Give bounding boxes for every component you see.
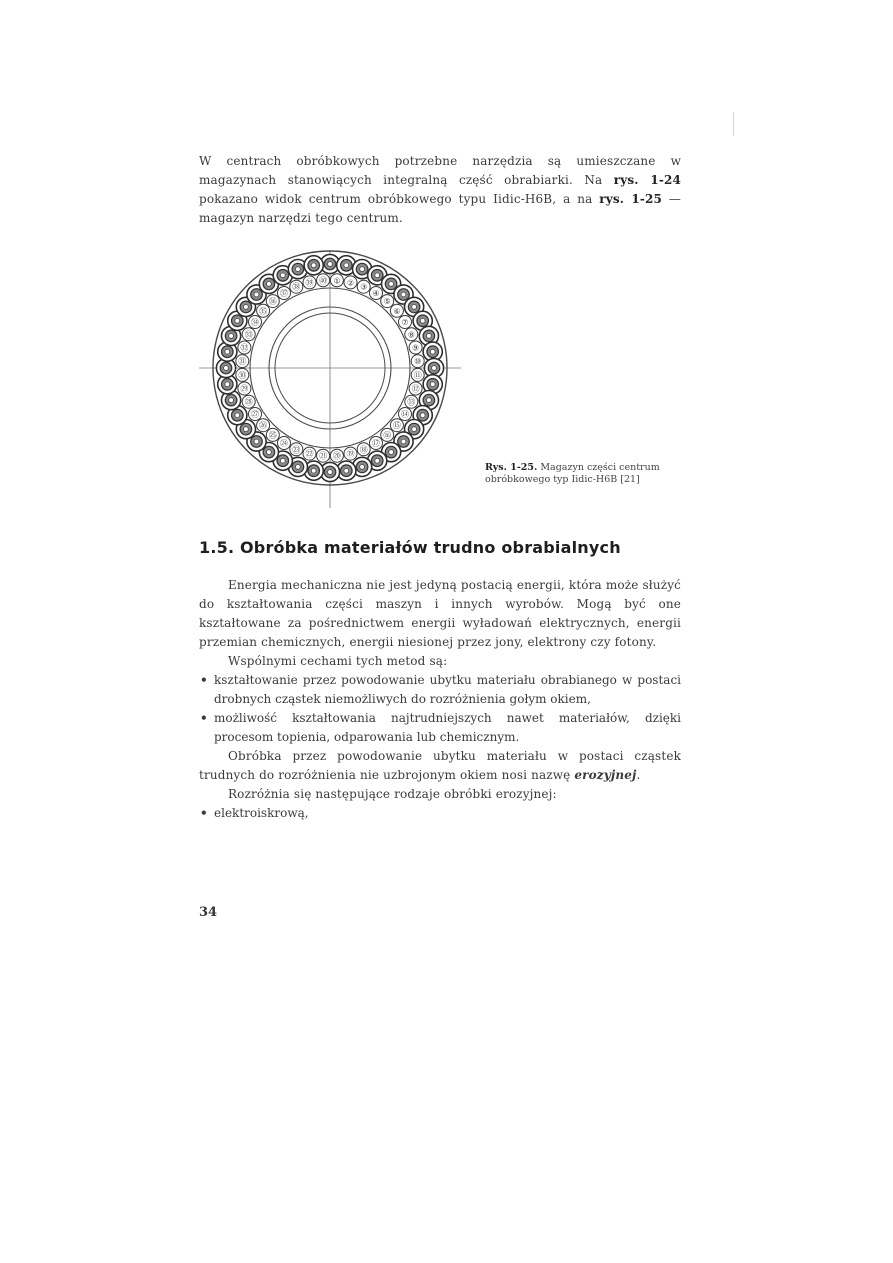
slot-number-label: ㉒ — [305, 449, 314, 459]
bullet-icon: • — [200, 711, 208, 725]
tool-pocket-bore — [344, 263, 349, 268]
tool-magazine-figure — [199, 250, 461, 512]
tool-pocket-bore — [311, 468, 316, 473]
page-edge-mark — [733, 112, 734, 136]
tool-pocket-bore — [360, 465, 365, 470]
page-number: 34 — [199, 905, 218, 920]
tool-pocket-bore — [412, 427, 417, 432]
slot-number-label: ⑬ — [407, 397, 416, 407]
paragraph-energy: Energia mechaniczna nie jest jedyną postacią energii, która może służyć do kształtowania części maszyn i innych wyrobów. Mogą być one kształtowane za pośrednictwem energii wyładowań elektrycznych, energii przemian chemicznych, energii niesionej przez jony, elektrony czy fotony. — [199, 578, 681, 649]
slot-number-label: ㊱ — [268, 297, 277, 307]
tool-pocket-bore — [375, 273, 380, 278]
figure-caption — [485, 462, 685, 486]
slot-number-label: ⑥ — [393, 306, 401, 316]
tool-pocket-bore — [401, 292, 406, 297]
tool-pocket-bore — [344, 468, 349, 473]
slot-number-label: ㉞ — [251, 318, 259, 327]
tool-pocket-bore — [360, 267, 365, 272]
slot-number-label: ㊴ — [305, 278, 314, 288]
slot-number-label: ⑤ — [383, 297, 391, 307]
figure-reference-1-25: rys. 1-25 — [599, 192, 662, 206]
slot-number-label: ③ — [360, 282, 368, 292]
slot-number-label: ㉚ — [238, 370, 247, 380]
figure-reference-1-24: rys. 1-24 — [613, 173, 681, 187]
slot-number-label: ⑨ — [412, 343, 420, 353]
list-item: • możliwość kształtowania najtrudniejszych nawet materiałów, dzięki procesom topienia, odparowania lub chemicznym. — [200, 711, 681, 744]
slot-number-label: ㉕ — [268, 430, 277, 440]
tool-pocket-bore — [235, 318, 240, 323]
slot-number-label: ㉖ — [259, 421, 268, 431]
slot-number-label: ㉝ — [244, 330, 253, 340]
slot-number-label: ㉙ — [240, 384, 249, 394]
bullet-icon: • — [200, 673, 208, 687]
tool-magazine-drawing — [199, 250, 461, 512]
tool-pocket-bore — [229, 398, 234, 403]
tool-pocket-bore — [432, 366, 437, 371]
slot-number-label: ⑩ — [414, 357, 422, 367]
section-body — [199, 576, 681, 823]
slot-number-label: ㊳ — [292, 282, 301, 292]
tool-pocket-bore — [427, 334, 432, 339]
tool-pocket-bore — [225, 349, 230, 354]
slot-number-label: ㉜ — [240, 343, 249, 353]
tool-pocket-bore — [224, 366, 229, 371]
tool-pocket-bore — [430, 349, 435, 354]
slot-number-label: ㉔ — [280, 439, 288, 448]
slot-number-label: ⑲ — [346, 449, 355, 459]
slot-number-label: ② — [346, 278, 355, 288]
slot-number-label: ㉑ — [319, 451, 328, 461]
tool-pocket-bore — [235, 413, 240, 418]
tool-pocket-bore — [296, 465, 301, 470]
tool-pocket-bore — [254, 439, 259, 444]
bullet-icon: • — [200, 806, 208, 820]
tool-pocket-bore — [280, 458, 285, 463]
paragraph-common-features: Wspólnymi cechami tych metod są: — [228, 654, 448, 668]
slot-number-label: ㉟ — [259, 306, 268, 316]
slot-number-label: ⑮ — [392, 421, 401, 431]
tool-pocket-bore — [420, 413, 425, 418]
tool-pocket-bore — [267, 282, 272, 287]
tool-pocket-bore — [420, 318, 425, 323]
paragraph-erosion-types: Rozróżnia się następujące rodzaje obróbki erozyjnej: — [228, 787, 557, 801]
slot-number-label: ⑧ — [407, 330, 415, 340]
tool-pocket-bore — [389, 450, 394, 455]
tool-pocket-bore — [328, 262, 333, 267]
slot-number-label: ① — [333, 276, 341, 286]
slot-number-label: ⑯ — [383, 430, 392, 440]
intro-paragraph — [199, 152, 681, 228]
figure-caption-number: Rys. 1-25. — [485, 462, 538, 473]
tool-pocket-bore — [229, 334, 234, 339]
tool-pocket-bore — [296, 267, 301, 272]
intro-text: W centrach obróbkowych potrzebne narzędzia są umieszczane w magazynach stanowiących integralną część obrabiarki. Na rys. 1-24 pokazano widok centrum obróbkowego typu Iidic-H6B, a na rys. 1-25 — magazyn narzędzi tego centrum. — [199, 154, 681, 225]
slot-number-label: ⑰ — [372, 439, 380, 448]
slot-number-label: ⑪ — [413, 370, 422, 380]
tool-pocket-bore — [254, 292, 259, 297]
tool-pocket-bore — [311, 263, 316, 268]
slot-number-label: ⑫ — [411, 384, 420, 394]
tool-pocket-bore — [389, 282, 394, 287]
slot-number-label: ㊲ — [280, 289, 288, 298]
tool-pocket-bore — [280, 273, 285, 278]
term-erosive: erozyjnej — [574, 768, 637, 782]
slot-number-label: ㉗ — [251, 410, 259, 419]
tool-pocket-bore — [430, 382, 435, 387]
tool-pocket-bore — [401, 439, 406, 444]
erosion-types-list — [199, 804, 681, 823]
tool-pocket-bore — [412, 305, 417, 310]
tool-pocket-bore — [244, 305, 249, 310]
list-item: • elektroiskrową, — [199, 804, 681, 823]
tool-pocket-bore — [225, 382, 230, 387]
slot-number-label: ㊵ — [319, 276, 328, 286]
paragraph-erosion-definition: Obróbka przez powodowanie ubytku materiału w postaci cząstek trudnych do rozróżnienia nie uzbrojonym okiem nosi nazwę erozyjnej. — [199, 749, 681, 782]
figure-caption-text: Magazyn części centrum obróbkowego typ Iidic-H6B [21] — [485, 462, 660, 485]
slot-number-label: ⑱ — [359, 445, 368, 455]
slot-number-label: ㉓ — [292, 445, 301, 455]
tool-pocket-bore — [244, 427, 249, 432]
slot-number-label: ㉘ — [244, 397, 253, 407]
features-list — [199, 671, 681, 747]
tool-pocket-bore — [427, 398, 432, 403]
tool-pocket-bore — [328, 470, 333, 475]
list-item: • kształtowanie przez powodowanie ubytku materiału obrabianego w postaci drobnych cząstek niemożliwych do rozróżnienia gołym okiem, — [200, 673, 681, 706]
slot-number-label: ⑳ — [332, 451, 341, 461]
tool-pocket-bore — [375, 458, 380, 463]
section-heading: 1.5. Obróbka materiałów trudno obrabialnych — [199, 538, 621, 557]
slot-number-label: ④ — [372, 289, 380, 298]
slot-number-label: ㉛ — [238, 357, 247, 367]
slot-number-label: ⑭ — [401, 410, 409, 419]
slot-number-label: ⑦ — [401, 318, 409, 327]
tool-pocket-bore — [267, 450, 272, 455]
